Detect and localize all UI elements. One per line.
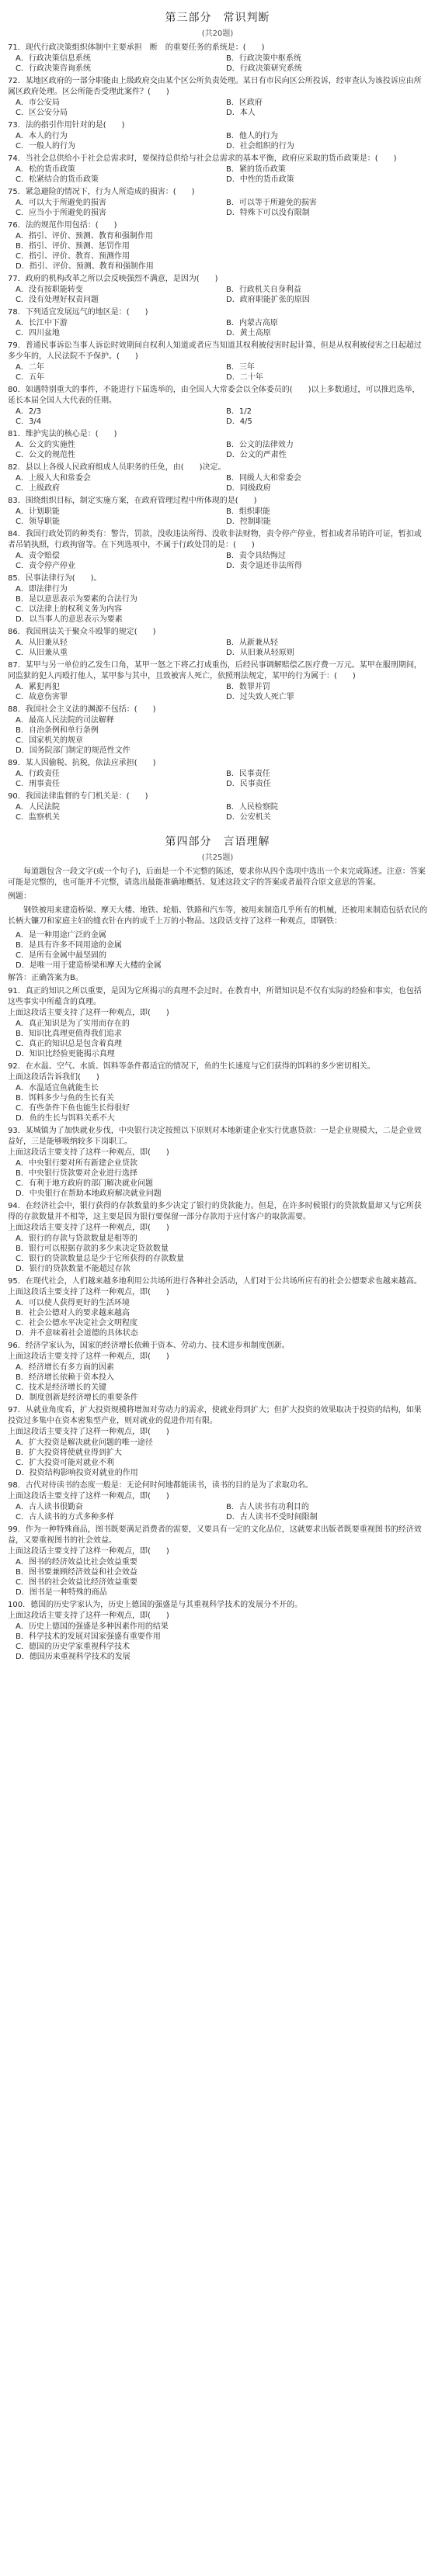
option-a: A．2/3 bbox=[16, 407, 41, 416]
option-b: B．紧的货币政策 bbox=[226, 165, 286, 174]
question-stem: 92．在水温、空气、水质、饵料等条件都适宜的情况下，鱼的生长速度与它们获得的饵料的多少密切相关。 bbox=[8, 1062, 375, 1071]
option-a: A．计划职能 bbox=[16, 507, 60, 516]
question-stem: 79．普通民事诉讼当事人诉讼时效期间自权利人知道或者应当知道其权利被侵害时起计算，但是从权利被侵害之日起超过多少年的，人民法院不予保护。( ) bbox=[8, 341, 422, 361]
part4-title: 第四部分 言语理解 bbox=[165, 836, 270, 848]
option-b: B．组织职能 bbox=[226, 507, 270, 516]
question-stem: 71．现代行政决策组织体制中主要承担 断 的重要任务的系统是：( ) bbox=[8, 43, 265, 52]
option-d: D．鱼的生长与饵料关系不大 bbox=[16, 1114, 115, 1123]
question-stem: 98．古代对待读书的态度一般是：无论何时何地都能读书，读书的目的是为了求取功名。 bbox=[8, 1481, 313, 1490]
option-a: A．市公安局 bbox=[16, 99, 60, 107]
option-c: C．公文的规范性 bbox=[16, 451, 75, 459]
option-c: C．有些条件下鱼也能生长得很好 bbox=[16, 1104, 130, 1113]
option-d: D．本人 bbox=[226, 109, 256, 117]
option-c: C．指引、评价、教育、预测作用 bbox=[16, 252, 130, 261]
example-label: 例题： bbox=[8, 892, 31, 901]
question-stem: 78．下列适宜发展远气的地区是：( ) bbox=[8, 308, 148, 317]
question-item bbox=[8, 1341, 427, 1403]
option-a: A．扩大投资是解决就业问题的唯一途径 bbox=[16, 1439, 153, 1447]
option-b: B．是以意思表示为要素的合法行为 bbox=[16, 595, 137, 604]
question-stem: 97．从就业角度看，扩大投资规模将增加对劳动力的需求，使就业得到扩大；但扩大投资的效果取决于投资的结构，如果投资过多集中在资本密集型产业，则对就业的促进作用有限。 bbox=[8, 1406, 422, 1425]
question-prompt: 上面这段话主要支持了这样一种观点，即( ) bbox=[8, 1352, 169, 1361]
question-item bbox=[8, 76, 427, 118]
example-option-d: D．是唯一用于建造桥梁和摩天大楼的金属 bbox=[16, 961, 162, 970]
option-c: C．监察机关 bbox=[16, 813, 60, 822]
question-item bbox=[8, 1201, 427, 1274]
option-a: A．从旧兼从轻 bbox=[16, 639, 68, 647]
exam-page bbox=[8, 0, 427, 1662]
option-c: C．刑事责任 bbox=[16, 780, 60, 788]
option-d: D．控制职能 bbox=[226, 518, 271, 526]
part3-section bbox=[8, 9, 427, 822]
question-stem: 81．维护宪法的核心是：( ) bbox=[8, 430, 117, 438]
question-options bbox=[8, 318, 427, 338]
question-stem: 89．某人因偷税、抗税，依法应承担( ) bbox=[8, 759, 156, 767]
option-b: B．1/2 bbox=[226, 407, 252, 416]
part4-question-list bbox=[8, 986, 427, 1662]
part3-title: 第三部分 常识判断 bbox=[165, 12, 270, 24]
question-options bbox=[8, 98, 427, 118]
question-options bbox=[8, 54, 427, 74]
question-stem: 73．法的指引作用针对的是( ) bbox=[8, 121, 125, 130]
question-stem: 83．围绕组织目标，制定实施方案，在政府管理过程中所体现的是( ) bbox=[8, 497, 257, 505]
option-b: B．人民检察院 bbox=[226, 803, 278, 812]
option-c: C．从旧兼从重 bbox=[16, 649, 68, 657]
option-c: C．真正的知识总是包含着真理 bbox=[16, 1040, 122, 1048]
example-option-a: A．是一种用途广泛的金属 bbox=[16, 931, 106, 940]
question-options bbox=[8, 231, 427, 272]
question-item bbox=[8, 120, 427, 151]
option-c: C．古人读书的方式多种多样 bbox=[16, 1513, 114, 1522]
option-b: B．指引、评价、预测、惩罚作用 bbox=[16, 242, 130, 251]
option-d: D．中性的货币政策 bbox=[226, 175, 294, 184]
question-stem: 75．紧急避险的情况下，行为人所造成的损害：( ) bbox=[8, 188, 195, 196]
part3-subtitle: (共20题) bbox=[201, 29, 234, 38]
question-options bbox=[8, 362, 427, 383]
option-d: D．过失致人死亡罪 bbox=[226, 693, 294, 701]
option-a: A．没有按职能转变 bbox=[16, 286, 83, 294]
question-options bbox=[8, 1622, 427, 1662]
option-b: B．饵料多少与鱼的生长有关 bbox=[16, 1094, 114, 1103]
option-c: C．一般人的行为 bbox=[16, 142, 75, 151]
option-d: D．特殊下可以没有限制 bbox=[226, 209, 310, 217]
question-item bbox=[8, 1405, 427, 1478]
option-c: C．图书的社会效益比经济效益重要 bbox=[16, 1578, 137, 1587]
option-d: D．从旧兼从轻原则 bbox=[226, 649, 294, 657]
question-prompt: 上面这段话主要支持了这样一种观点，即( ) bbox=[8, 1288, 169, 1297]
option-a: A．本人的行为 bbox=[16, 132, 68, 140]
question-item bbox=[8, 187, 427, 218]
option-d: D．中央银行在帮助本地政府解决就业问题 bbox=[16, 1189, 162, 1198]
option-d: D．知识比经验更能揭示真理 bbox=[16, 1050, 115, 1058]
option-a: A．古人读书很勤奋 bbox=[16, 1503, 83, 1511]
option-b: B．行政决策中枢系统 bbox=[226, 54, 301, 63]
question-stem: 95．在现代社会，人们越来越多地利用公共场所进行各种社会活动，人们对于公共场所应有的社会公德要求也越来越高。 bbox=[8, 1277, 422, 1286]
option-b: B．知识比真理更值得我们追求 bbox=[16, 1030, 122, 1038]
question-options bbox=[8, 682, 427, 702]
question-options bbox=[8, 1158, 427, 1199]
option-b: B．扩大投资将使就业得到扩大 bbox=[16, 1449, 122, 1457]
option-c: C．社会公德水平决定社会文明程度 bbox=[16, 1319, 137, 1328]
option-a: A．责令赔偿 bbox=[16, 552, 60, 560]
question-options bbox=[8, 473, 427, 493]
question-stem: 88．我国社会主义法的渊源不包括：( ) bbox=[8, 705, 156, 714]
question-prompt: 上面这段话主要支持了这样一种观点，即( ) bbox=[8, 1492, 169, 1501]
question-options bbox=[8, 440, 427, 460]
option-c: C．有利于地方政府的部门解决就业问题 bbox=[16, 1179, 153, 1188]
option-a: A．行政决策信息系统 bbox=[16, 54, 91, 63]
question-item bbox=[8, 986, 427, 1059]
option-c: C．国家机关的规章 bbox=[16, 736, 83, 745]
question-item bbox=[8, 220, 427, 272]
option-d: D．并不意味着社会道德的具体状态 bbox=[16, 1329, 138, 1338]
question-options bbox=[8, 584, 427, 625]
question-item bbox=[8, 43, 427, 74]
option-b: B．银行可以根据存款的多少来决定贷款数量 bbox=[16, 1245, 169, 1253]
option-c: C．3/4 bbox=[16, 417, 42, 426]
option-c: C．上级政府 bbox=[16, 484, 60, 493]
option-a: A．行政责任 bbox=[16, 770, 60, 778]
question-stem: 80．如遇特别重大的事件，不能进行下届选举的，由全国人大常委会以全体委员的( )以上多数通过，可以推迟选举，延长本届全国人大代表的任期。 bbox=[8, 386, 420, 405]
question-item bbox=[8, 627, 427, 658]
question-options bbox=[8, 131, 427, 151]
option-d: D．古人读书不受时间限制 bbox=[226, 1513, 318, 1522]
question-stem: 86．我国刑法关于聚众斗殴罪的规定( ) bbox=[8, 628, 156, 636]
question-options bbox=[8, 551, 427, 571]
option-b: B．可以等于所避免的损害 bbox=[226, 199, 317, 207]
option-d: D．银行的贷款数量不能超过存款 bbox=[16, 1265, 130, 1273]
question-options bbox=[8, 198, 427, 218]
option-a: A．累犯再犯 bbox=[16, 683, 60, 691]
question-item bbox=[8, 1276, 427, 1338]
question-item bbox=[8, 307, 427, 338]
question-options bbox=[8, 769, 427, 789]
option-a: A．银行的存款与贷款数量是相等的 bbox=[16, 1234, 137, 1243]
option-d: D．图书是一种特殊的商品 bbox=[16, 1588, 107, 1597]
question-options bbox=[8, 802, 427, 822]
question-stem: 91．真正的知识之所以重要，是因为它所揭示的真理不会过时。在教育中，所谓知识是不仅有实际的经验和事实，也包括这些事实中所蕴含的真理。 bbox=[8, 987, 422, 1006]
question-stem: 96．经济学家认为，国家的经济增长依赖于资本、劳动力、技术进步和制度创新。 bbox=[8, 1342, 290, 1350]
option-d: D．国务院部门制定的规范性文件 bbox=[16, 746, 130, 755]
question-item bbox=[8, 758, 427, 789]
question-item bbox=[8, 462, 427, 493]
question-options bbox=[8, 285, 427, 305]
question-options bbox=[8, 407, 427, 427]
question-options bbox=[8, 1234, 427, 1274]
option-a: A．公文的实施性 bbox=[16, 441, 75, 449]
option-d: D．民事责任 bbox=[226, 780, 271, 788]
option-a: A．图书的经济效益比社会效益重要 bbox=[16, 1558, 137, 1567]
example-option-c: C．是所有金属中最坚固的 bbox=[16, 951, 106, 960]
option-d: D．社会组织的行为 bbox=[226, 142, 294, 151]
option-d: D．责令退还非法所得 bbox=[226, 562, 302, 570]
option-b: B．中央银行贷款要对企业进行选择 bbox=[16, 1169, 137, 1178]
option-b: B．科学技术的发展对国家强盛有重要作用 bbox=[16, 1633, 161, 1641]
option-c: C．没有处理好权责问题 bbox=[16, 296, 99, 304]
option-c: C．责令停产停业 bbox=[16, 562, 75, 570]
option-b: B．自治条例和单行条例 bbox=[16, 726, 99, 735]
option-c: C．四川盆地 bbox=[16, 329, 60, 338]
option-d: D．制度创新是经济增长的重要条件 bbox=[16, 1394, 138, 1402]
question-item bbox=[8, 385, 427, 427]
question-options bbox=[8, 1019, 427, 1059]
question-options bbox=[8, 1362, 427, 1403]
question-options bbox=[8, 507, 427, 527]
question-item bbox=[8, 529, 427, 571]
option-a: A．经济增长有多方面的因素 bbox=[16, 1363, 114, 1372]
question-prompt: 上面这段话告诉我们( ) bbox=[8, 1073, 99, 1082]
part4-intro: 每道题包含一段文字(或一个句子)，后面是一个不完整的陈述，要求你从四个选项中选出一个来完成陈述。注意：答案可能是完整的，也可能并不完整，请选出最能准确地概括、复述这段文字的答案或者最符合原文意思的答案。 bbox=[8, 867, 426, 887]
question-item bbox=[8, 496, 427, 527]
question-stem: 74．当社会总供给小于社会总需求时，要保持总供给与社会总需求的基本平衡，政府应采取的货币政策是：( ) bbox=[8, 154, 397, 163]
option-a: A．松的货币政策 bbox=[16, 165, 75, 174]
example-option-b: B．是具有许多不同用途的金属 bbox=[16, 941, 122, 950]
question-item bbox=[8, 154, 427, 185]
question-options bbox=[8, 1298, 427, 1338]
option-b: B．社会公德对人的要求越来越高 bbox=[16, 1309, 130, 1317]
question-item bbox=[8, 573, 427, 625]
question-options bbox=[8, 164, 427, 185]
part4-section bbox=[8, 833, 427, 1662]
option-d: D．政府职能扩张的原因 bbox=[226, 296, 310, 304]
question-options bbox=[8, 715, 427, 756]
question-options bbox=[8, 1083, 427, 1124]
option-b: B．公文的法律效力 bbox=[226, 441, 294, 449]
option-d: D．公文的严肃性 bbox=[226, 451, 287, 459]
question-options bbox=[8, 1438, 427, 1478]
option-b: B．同级人大和常委会 bbox=[226, 474, 301, 483]
option-d: D．德国历来重视科学技术的发展 bbox=[16, 1653, 130, 1661]
option-b: B．民事责任 bbox=[226, 770, 270, 778]
option-a: A．可以使人获得更好的生活环境 bbox=[16, 1299, 130, 1307]
option-b: B．从新兼从轻 bbox=[226, 639, 278, 647]
question-item bbox=[8, 791, 427, 822]
question-item bbox=[8, 341, 427, 383]
question-options bbox=[8, 638, 427, 658]
question-stem: 72．某地区政府的一部分职能由上级政府交由某个区公所负责处理。某日有市民向区公所投诉，经审查认为该投诉应由所属区政府处理。区公所能否受理此案件？( ) bbox=[8, 77, 422, 96]
option-b: B．责令具结悔过 bbox=[226, 552, 286, 560]
question-stem: 100．德国的历史学家认为，历史上德国的强盛是与其重视科学技术的发展分不开的。 bbox=[8, 1601, 303, 1609]
question-stem: 85．民事法律行为( )。 bbox=[8, 574, 102, 583]
option-a: A．水温适宜鱼就能生长 bbox=[16, 1084, 99, 1092]
option-a: A．上级人大和常委会 bbox=[16, 474, 91, 483]
option-b: B．图书要兼顾经济效益和社会效益 bbox=[16, 1568, 137, 1577]
option-d: D．以当事人的意思表示为要素 bbox=[16, 615, 123, 624]
option-c: C．区公安分局 bbox=[16, 109, 68, 117]
question-prompt: 上面这段话主要支持了这样一种观点，即( ) bbox=[8, 1612, 169, 1620]
question-prompt: 上面这段话主要支持了这样一种观点，即( ) bbox=[8, 1224, 169, 1232]
option-c: C．领导职能 bbox=[16, 518, 60, 526]
option-a: A．指引、评价、预测、教育和强制作用 bbox=[16, 232, 153, 241]
option-a: A．历史上德国的强盛是多种因素作用的结果 bbox=[16, 1622, 169, 1631]
option-c: C．应当小于所避免的损害 bbox=[16, 209, 106, 217]
option-d: D．同级政府 bbox=[226, 484, 271, 493]
option-c: C．扩大投资可能对就业不利 bbox=[16, 1459, 114, 1467]
question-item bbox=[8, 1480, 427, 1522]
example-options bbox=[8, 930, 427, 971]
option-d: D．4/5 bbox=[226, 417, 252, 426]
question-item bbox=[8, 274, 427, 305]
option-b: B．数罪并罚 bbox=[226, 683, 270, 691]
option-b: B．经济增长依赖于资本投入 bbox=[16, 1373, 114, 1382]
question-item bbox=[8, 1061, 427, 1124]
option-d: D．公安机关 bbox=[226, 813, 271, 822]
question-stem: 99．作为一种特殊商品，图书既要满足消费者的需要，又要具有一定的文化品位，这就要求出版者既要重视图书的经济效益，又要重视图书的社会效益。 bbox=[8, 1525, 422, 1545]
option-b: B．他人的行为 bbox=[226, 132, 278, 140]
option-d: D．指引、评价、预测、教育和强制作用 bbox=[16, 262, 154, 271]
option-c: C．银行的贷款数量总是少于它所获得的存款数量 bbox=[16, 1255, 184, 1263]
question-prompt: 上面这段话主要支持了这样一种观点，即( ) bbox=[8, 1428, 169, 1436]
question-stem: 84．我国行政处罚的种类有：警告，罚款，没收违法所得、没收非法财物，责令停产停业，暂扣或者吊销许可证，暂扣或者吊销执照，行政拘留等。在下列选项中，不属于行政处罚的是：( ) bbox=[8, 530, 422, 549]
option-a: A．可以大于所避免的损害 bbox=[16, 199, 106, 207]
question-stem: 82．县以上各级人民政府组成人员职务的任免，由( )决定。 bbox=[8, 463, 226, 472]
option-a: A．长江中下游 bbox=[16, 319, 68, 327]
part4-subtitle: (共25题) bbox=[201, 853, 234, 862]
option-a: A．最高人民法院的司法解释 bbox=[16, 716, 114, 725]
option-b: B．区政府 bbox=[226, 99, 263, 107]
option-a: A．人民法院 bbox=[16, 803, 60, 812]
question-item bbox=[8, 705, 427, 756]
part3-question-list bbox=[8, 43, 427, 822]
option-b: B．行政机关自身利益 bbox=[226, 286, 301, 294]
option-b: B．内蒙古高原 bbox=[226, 319, 278, 327]
option-c: C．德国的历史学家重视科学技术 bbox=[16, 1643, 130, 1651]
option-c: C．五年 bbox=[16, 373, 44, 382]
option-c: C．行政决策咨询系统 bbox=[16, 64, 91, 73]
example-answer: 解答：正确答案为B。 bbox=[8, 974, 83, 982]
question-prompt: 上面这段话主要支持了这样一种观点，即( ) bbox=[8, 1009, 169, 1017]
question-item bbox=[8, 1525, 427, 1598]
option-d: D．行政决策研究系统 bbox=[226, 64, 302, 73]
question-stem: 94．在经济社会中，银行获得的存款数量的多少决定了银行的贷款能力。但是，在许多时候银行的贷款数量却又与它所获得的存款数量并不相等，这主要是因为银行要保留一部分存款用于应付客户的取款需要。 bbox=[8, 1202, 422, 1221]
question-stem: 76．法的规范作用包括：( ) bbox=[8, 221, 117, 230]
question-stem: 90．我国法律监督的专门机关是：( ) bbox=[8, 792, 148, 801]
option-a: A．二年 bbox=[16, 363, 44, 372]
question-item bbox=[8, 429, 427, 460]
option-a: A．真正知识是为了实用而存在的 bbox=[16, 1020, 130, 1028]
question-item bbox=[8, 1126, 427, 1199]
question-options bbox=[8, 1502, 427, 1522]
question-stem: 87．某甲与另一单位的乙发生口角，某甲一怒之下将乙打成重伤，后经民事调解赔偿乙医疗费一万元。某甲在服刑期间，同监狱的犯人丙殴打他人，某甲参与其中，且致被害人死亡，依照刑法规定，某甲的行为属于：( ) bbox=[8, 661, 422, 680]
option-c: C．以法律上的权利义务为内容 bbox=[16, 605, 122, 614]
option-a: A．中央银行要对所有新建企业贷款 bbox=[16, 1159, 137, 1168]
question-stem: 77．政府的机构改革之所以会反映强烈不满意，是因为( ) bbox=[8, 275, 218, 283]
option-c: C．故意伤害罪 bbox=[16, 693, 68, 701]
question-stem: 93．某城镇为了加快就业步伐，中央银行决定按照以下原则对本地新建企业实行优惠贷款：一是企业规模大，二是企业效益好，三是能够吸纳较多下岗职工。 bbox=[8, 1127, 422, 1146]
option-a: A．即法律行为 bbox=[16, 585, 68, 594]
option-c: C．松紧结合的货币政策 bbox=[16, 175, 99, 184]
question-item bbox=[8, 1600, 427, 1662]
example-text: 钢铁被用来建造桥梁、摩天大楼、地铁、轮船、铁路和汽车等，被用来制造几乎所有的机械，还被用来制造包括农民的长柄大镰刀和家庭主妇的缝衣针在内的成千上万的小物品。这段话支持了这样一种观点，即钢铁： bbox=[8, 906, 427, 926]
question-options bbox=[8, 1557, 427, 1598]
question-prompt: 上面这段话主要支持了这样一种观点，即( ) bbox=[8, 1148, 169, 1157]
option-d: D．黄土高原 bbox=[226, 329, 271, 338]
question-item bbox=[8, 660, 427, 702]
option-d: D．二十年 bbox=[226, 373, 263, 382]
option-b: B．古人读书有功利目的 bbox=[226, 1503, 309, 1511]
option-b: B．三年 bbox=[226, 363, 255, 372]
question-prompt: 上面这段话主要支持了这样一种观点，即( ) bbox=[8, 1547, 169, 1556]
option-c: C．技术是经济增长的关键 bbox=[16, 1383, 106, 1392]
option-d: D．投资结构影响投资对就业的作用 bbox=[16, 1469, 138, 1477]
